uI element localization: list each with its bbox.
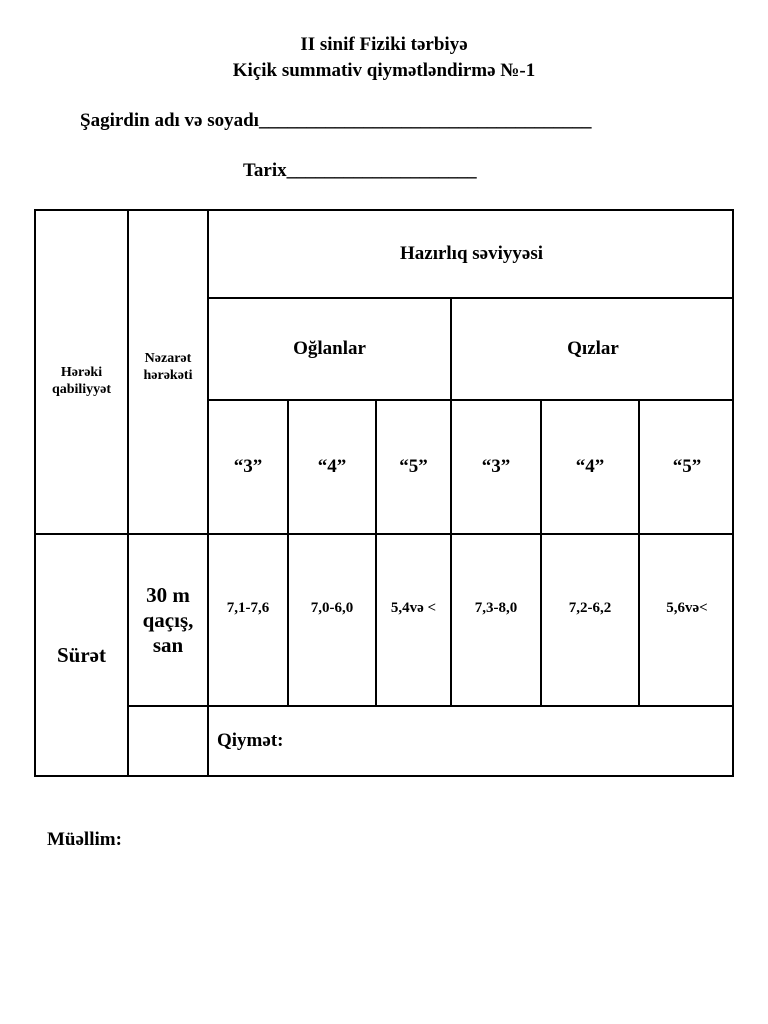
date-label: Tarix [243,160,287,181]
boys-group-header: Oğlanlar [293,338,366,359]
student-name-field[interactable] [80,110,591,132]
form-subtitle: Kiçik summativ qiymətləndirmə №-1 [232,60,536,81]
grade-header-girls-5: “5” [672,456,702,477]
date-blank[interactable]: ____________________ [286,160,477,181]
grade-header-girls-4: “4” [575,456,605,477]
assessment-table [34,209,734,777]
control-exercise-cell: 30 m qaçış, san [142,582,194,657]
ability-column-header: Hərəki qabiliyyət [51,365,112,397]
student-name-blank[interactable]: ___________________________________ [258,110,592,131]
readiness-level-header: Hazırlıq səviyyəsi [399,243,543,264]
form-title: II sinif Fiziki tərbiyə [300,34,468,55]
grade-header-girls-3: “3” [481,456,511,477]
score-label[interactable]: Qiymət: [217,730,284,751]
norm-value-boys-3: 7,1-7,6 [226,599,270,616]
ability-cell: Sürət [57,642,106,667]
student-name-label: Şagirdin adı və soyadı [80,110,259,131]
control-column-header: Nəzarət hərəkəti [143,351,193,383]
grade-header-boys-4: “4” [317,456,347,477]
norm-value-girls-4: 7,2-6,2 [568,599,612,616]
date-field[interactable] [243,160,477,182]
grade-header-boys-3: “3” [233,456,263,477]
norm-value-boys-4: 7,0-6,0 [310,599,354,616]
grade-header-boys-5: “5” [399,456,428,477]
norm-value-girls-3: 7,3-8,0 [474,599,518,616]
norm-value-girls-5: 5,6və< [666,599,708,616]
girls-group-header: Qızlar [567,338,619,359]
norm-value-boys-5: 5,4və < [390,599,437,616]
teacher-label: Müəllim: [47,829,122,850]
